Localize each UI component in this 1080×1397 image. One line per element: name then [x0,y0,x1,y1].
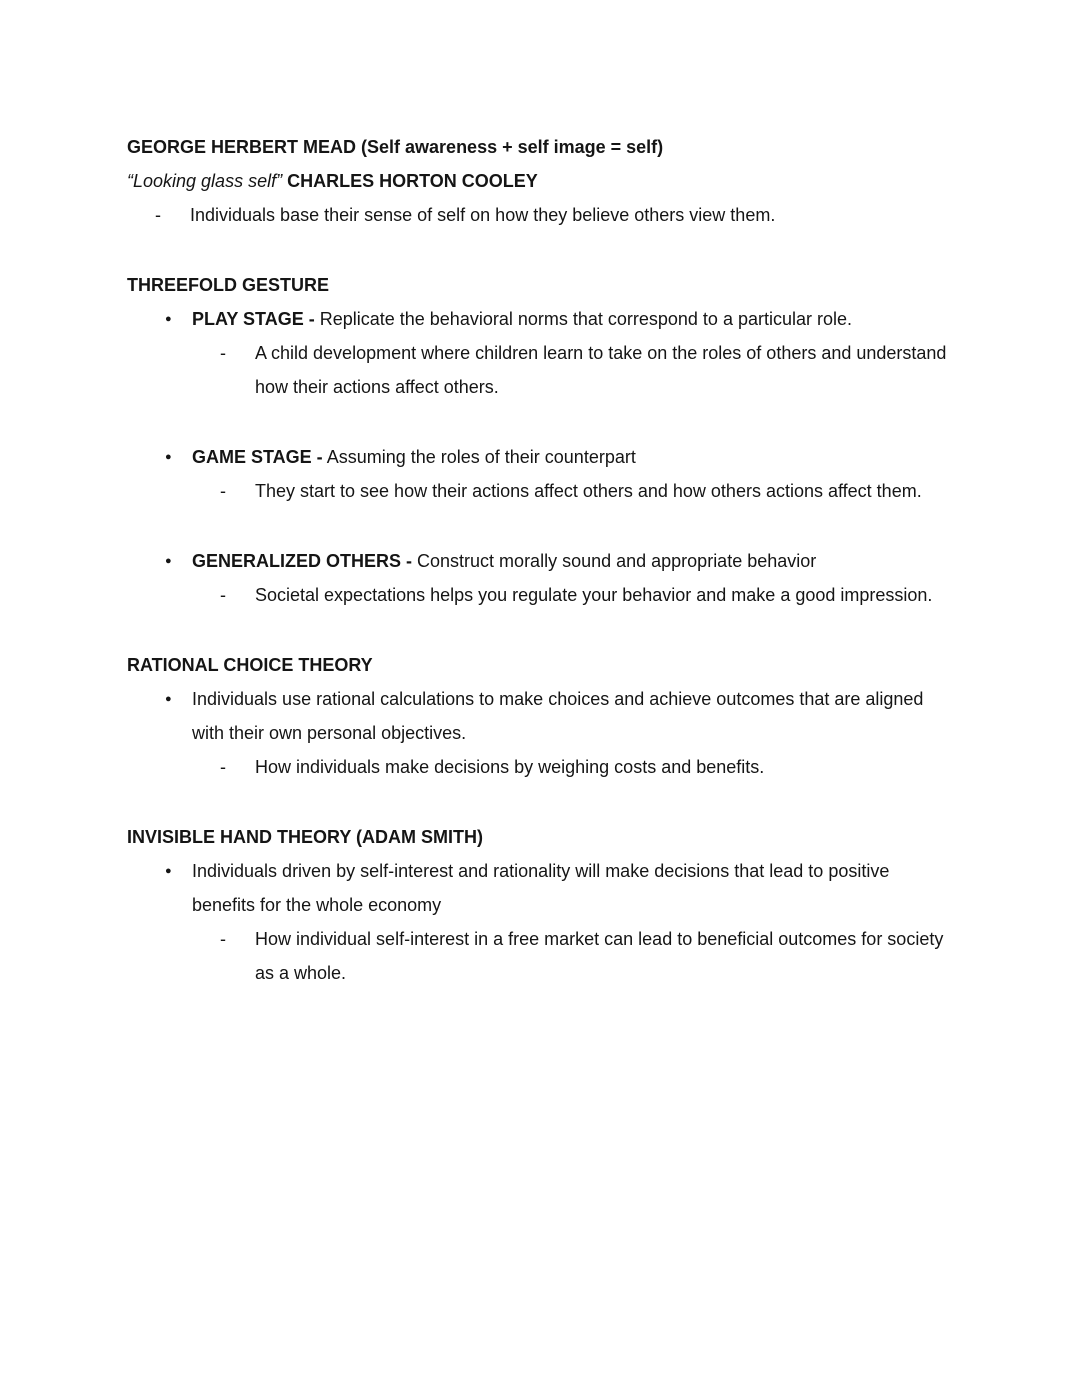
generalized-others-desc: Construct morally sound and appropriate behavior [417,551,817,571]
cooley-name: CHARLES HORTON COOLEY [287,171,538,191]
generalized-others-term: GENERALIZED OTHERS - [192,551,413,571]
bullet-marker: ● [165,865,172,877]
play-stage-text [192,302,953,336]
game-stage-desc: Assuming the roles of their counterpart [326,447,636,467]
play-stage-term: PLAY STAGE - [192,309,315,329]
dash-marker: - [155,205,161,225]
generalized-others-text [192,544,953,578]
section-threefold-gesture [127,268,953,612]
looking-glass-quote: “Looking glass self” [127,171,283,191]
generalized-others-group [127,544,953,612]
rational-choice-sub-text: How individuals make decisions by weighing costs and benefits. [255,757,765,777]
rational-choice-dash-item [220,750,953,784]
game-stage-text [192,440,953,474]
rational-choice-bullet [165,682,953,750]
dash-marker: - [220,481,226,501]
bullet-marker: ● [165,555,172,567]
play-stage-group [127,302,953,404]
invisible-hand-bullet [165,854,953,922]
generalized-others-sub-text: Societal expectations helps you regulate your behavior and make a good impression. [255,585,933,605]
heading-rational-choice: RATIONAL CHOICE THEORY [127,655,373,675]
mead-dash-item [155,198,953,232]
play-stage-desc: Replicate the behavioral norms that correspond to a particular role. [319,309,853,329]
invisible-hand-sub-text: How individual self-interest in a free market can lead to beneficial outcomes for society as a whole. [255,929,944,983]
rational-choice-group [127,682,953,784]
game-stage-bullet [165,440,953,474]
game-stage-sub-text: They start to see how their actions affect others and how others actions affect them. [255,481,922,501]
game-stage-term: GAME STAGE - [192,447,323,467]
heading-threefold: THREEFOLD GESTURE [127,275,330,295]
play-stage-bullet [165,302,953,336]
generalized-others-bullet [165,544,953,578]
dash-marker: - [220,929,226,949]
game-stage-dash-item [220,474,953,508]
section-george-herbert-mead [127,130,953,232]
section-rational-choice-theory [127,648,953,784]
mead-dash-text: Individuals base their sense of self on how they believe others view them. [190,205,776,225]
bullet-marker: ● [165,313,172,325]
play-stage-dash-item [220,336,953,404]
heading-invisible-hand: INVISIBLE HAND THEORY (ADAM SMITH) [127,827,484,847]
dash-marker: - [220,343,226,363]
invisible-hand-text: Individuals driven by self-interest and rationality will make decisions that lead to positive benefits for the whole economy [192,861,890,915]
generalized-others-dash-item [220,578,953,612]
heading-mead: GEORGE HERBERT MEAD (Self awareness + self image = self) [127,137,664,157]
dash-marker: - [220,757,226,777]
game-stage-group [127,440,953,508]
bullet-marker: ● [165,693,172,705]
section-invisible-hand-theory [127,820,953,990]
rational-choice-text: Individuals use rational calculations to make choices and achieve outcomes that are aligned with their own personal objectives. [192,689,924,743]
play-stage-sub-text: A child development where children learn to take on the roles of others and understand how their actions affect others. [255,343,947,397]
invisible-hand-group [127,854,953,990]
invisible-hand-dash-item [220,922,953,990]
cooley-line [127,164,953,198]
bullet-marker: ● [165,451,172,463]
dash-marker: - [220,585,226,605]
